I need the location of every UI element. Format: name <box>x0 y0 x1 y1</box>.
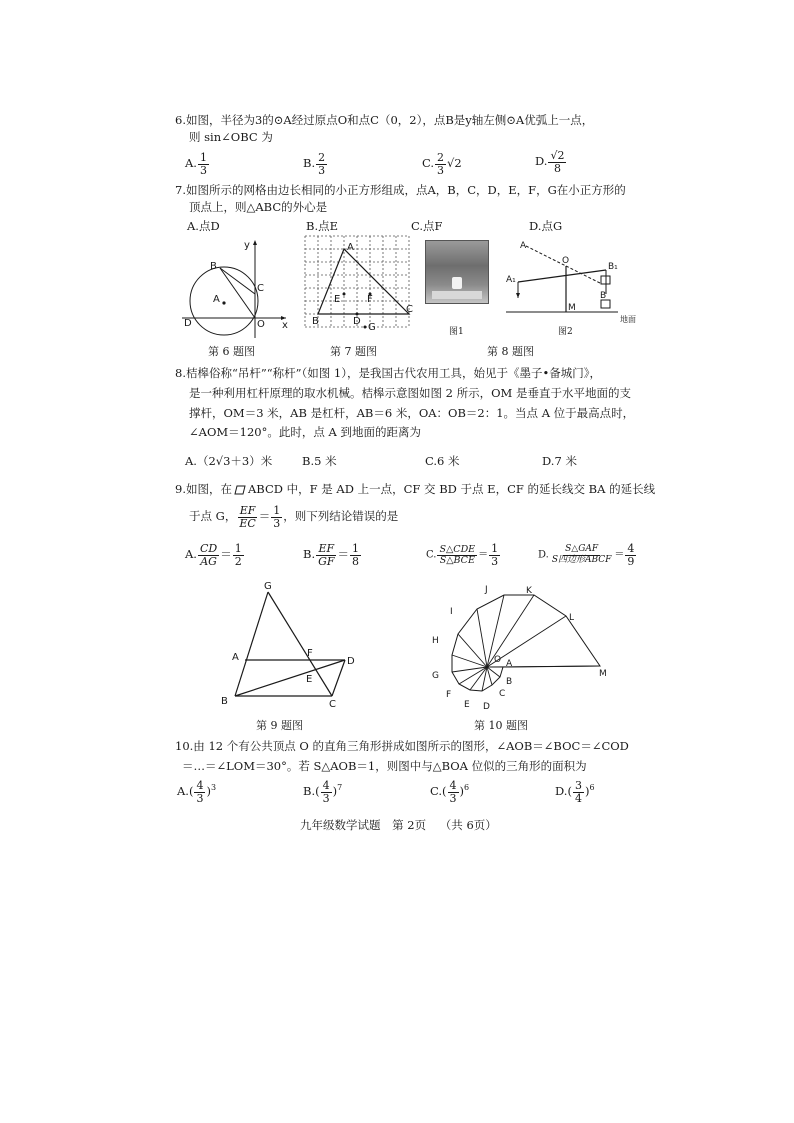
label-f: F <box>367 294 373 305</box>
den: 3 <box>273 516 281 530</box>
label-c: C <box>257 283 264 294</box>
label-b: B <box>600 291 607 301</box>
q8-option-a: A.（2√3＋3）米 <box>185 454 273 468</box>
den: GF <box>318 554 335 568</box>
num: √2 <box>550 149 565 162</box>
q6-option-d <box>535 150 567 174</box>
label-l: L <box>569 613 575 623</box>
q9-line1-rest: ABCD 中，F 是 AD 上一点，CF 交 BD 于点 E，CF 的延长线交 BA 的延长线 <box>247 482 656 496</box>
label-a: A <box>506 659 513 669</box>
option-label: C. <box>426 549 437 561</box>
option-label: D. <box>538 549 549 561</box>
figure-9-caption: 第 9 题图 <box>256 719 303 732</box>
figure-7 <box>305 236 413 333</box>
num: 3 <box>574 779 582 792</box>
den: 3 <box>196 791 204 805</box>
label-a: A <box>213 294 220 305</box>
den: 3 <box>322 791 330 805</box>
num: CD <box>199 542 218 555</box>
num: 4 <box>627 542 635 555</box>
figure-10 <box>424 584 624 714</box>
point-e <box>343 293 346 296</box>
label-o: O <box>562 256 570 266</box>
option-label: A. <box>185 156 197 171</box>
den: 3 <box>491 554 499 568</box>
label-f: F <box>307 648 313 659</box>
sqrt-tail: √2 <box>447 156 462 171</box>
den: 3 <box>318 163 326 177</box>
q9-option-c: C. $\frac{\text{S△CDE}}{\text{S△BCE}}$ ＝ $\frac{1}{3}$ <box>426 542 499 568</box>
den: 3 <box>449 791 457 805</box>
triangle-abc <box>318 249 409 314</box>
q6-option-c <box>422 152 462 176</box>
q9-line2-prefix: 于点 G， <box>189 509 237 524</box>
num: S△GAF <box>565 544 599 555</box>
label-f: F <box>446 690 452 700</box>
figure-8-diagram <box>506 238 636 323</box>
q8-option-d: D.7 米 <box>542 454 577 468</box>
option-label: C. <box>422 156 435 171</box>
label-a: A <box>520 241 527 251</box>
option-label: A. <box>177 784 189 799</box>
footer-page: 第 2页 <box>392 818 427 832</box>
q7-line2: 顶点上，则△ABC的外心是 <box>189 200 328 214</box>
q7-option-b: B.点E <box>306 219 339 233</box>
footer-title: 九年级数学试题 <box>300 818 381 832</box>
label-d: D <box>184 318 192 329</box>
figure-7-caption: 第 7 题图 <box>330 345 377 358</box>
q9-line2-rest: ，则下列结论错误的是 <box>283 509 399 524</box>
label-b: B <box>312 316 319 327</box>
den: 8 <box>352 554 360 568</box>
num: 2 <box>437 151 445 164</box>
q8-option-b: B.5 米 <box>302 454 337 468</box>
num: 1 <box>234 542 242 555</box>
q10-option-c: C.( $\frac{4}{3}$ )$^6$ <box>430 779 470 805</box>
label-ground: 地面 <box>620 315 636 324</box>
num: 4 <box>449 779 457 792</box>
label-k: K <box>526 586 532 596</box>
q10-line2: ＝…＝∠LOM＝30°。若 S△AOB＝1，则图中与△BOA 位似的三角形的面积为 <box>182 759 587 773</box>
num: 2 <box>318 151 326 164</box>
figure-8-sub1: 图1 <box>449 327 464 337</box>
den: AG <box>200 554 217 568</box>
option-label: D. <box>535 154 548 169</box>
lever-dashed-a <box>526 246 566 266</box>
label-j: J <box>485 585 488 595</box>
den: S四边形ABCF <box>551 554 612 565</box>
q8-option-c: C.6 米 <box>425 454 460 468</box>
label-g: G <box>264 581 272 592</box>
label-y: y <box>244 240 250 251</box>
q7-option-c: C.点F <box>411 219 443 233</box>
q8-line2: 是一种利用杠杆原理的取水机械。桔槔示意图如图 2 所示，OM 是垂直于水平地面的支 <box>189 386 631 400</box>
segment-bo <box>220 268 255 318</box>
den: 9 <box>627 554 635 568</box>
den: 2 <box>234 554 242 568</box>
label-c: C <box>329 699 336 710</box>
figure-8-sub2: 图2 <box>558 327 573 337</box>
q10-option-a: A.( $\frac{4}{3}$ )$^3$ <box>177 779 217 805</box>
q8-line4: ∠AOM＝120°。此时，点 A 到地面的距离为 <box>189 425 421 439</box>
label-m: M <box>599 669 607 679</box>
label-d: D <box>353 316 361 327</box>
q9-line1-prefix: 9.如图，在 <box>175 482 232 496</box>
bucket-lower <box>601 300 610 308</box>
label-a: A <box>232 652 239 663</box>
q10-option-b: B.( $\frac{4}{3}$ )$^7$ <box>303 779 343 805</box>
q7-option-a: A.点D <box>187 219 220 233</box>
den: 3 <box>437 163 445 177</box>
photo-well <box>452 277 462 289</box>
center-a <box>222 301 225 304</box>
label-d: D <box>483 702 490 712</box>
figure-6-caption: 第 6 题图 <box>208 345 255 358</box>
option-label: D. <box>555 784 568 799</box>
label-a1: A₁ <box>506 275 516 285</box>
label-d: D <box>347 656 355 667</box>
num: 1 <box>273 504 281 517</box>
den: 3 <box>199 163 207 177</box>
label-e: E <box>334 294 341 305</box>
label-b: B <box>210 261 217 272</box>
q6-option-a <box>185 152 210 176</box>
num: EF <box>239 504 256 517</box>
arrow-a1 <box>516 293 520 298</box>
label-c: C <box>499 689 506 699</box>
spiral-spokes <box>452 595 600 691</box>
exponent: 6 <box>589 783 595 793</box>
figure-10-caption: 第 10 题图 <box>474 719 528 732</box>
q6-line2: 则 sin∠OBC 为 <box>189 130 273 144</box>
q9-option-a: A. $\frac{CD}{AG}$ ＝ $\frac{1}{2}$ <box>185 542 242 568</box>
label-g: G <box>432 671 439 681</box>
label-o: O <box>257 319 265 330</box>
option-label: B. <box>303 156 316 171</box>
num: EF <box>318 542 335 555</box>
q9-line1 <box>175 482 655 497</box>
num: S△CDE <box>439 543 476 555</box>
label-a: A <box>347 242 354 253</box>
figure-8-photo <box>425 240 489 304</box>
q9-line2 <box>189 505 398 529</box>
exponent: 3 <box>210 783 217 793</box>
q7-line1: 7.如图所示的网格由边长相同的小正方形组成，点A，B，C，D，E，F，G在小正方形的 <box>175 183 626 197</box>
label-x: x <box>282 320 288 331</box>
label-e: E <box>464 700 470 710</box>
q9-option-d: D. $\frac{\text{S△GAF}}{\text{S四边形ABCF}}$ ＝ $\frac{4}{9}$ <box>538 542 635 568</box>
label-b1: B₁ <box>608 262 618 272</box>
spiral-polygon <box>452 595 600 691</box>
eq: ＝ <box>258 509 271 524</box>
figure-9 <box>215 580 365 710</box>
num: 4 <box>196 779 204 792</box>
option-label: B. <box>303 547 316 562</box>
den: 4 <box>574 791 582 805</box>
num: 4 <box>322 779 330 792</box>
label-i: I <box>450 607 453 617</box>
q10-option-d: D.( $\frac{3}{4}$ )$^6$ <box>555 779 595 805</box>
label-e: E <box>306 674 313 685</box>
q10-line1: 10.由 12 个有公共顶点 O 的直角三角形拼成如图所示的图形，∠AOB＝∠BOC＝∠COD <box>175 739 629 753</box>
parallelogram-icon <box>234 485 246 495</box>
exponent: 6 <box>464 783 470 793</box>
segment-dc <box>332 660 345 696</box>
num: 1 <box>491 542 499 555</box>
q8-line3: 撑杆，OM＝3 米，AB 是杠杆，AB＝6 米，OA：OB＝2：1。当点 A 位于最高点时， <box>189 406 635 420</box>
label-b: B <box>221 696 228 707</box>
label-o: O <box>494 655 502 665</box>
segment-gb <box>235 592 268 696</box>
label-g: G <box>368 322 376 333</box>
y-axis-arrow <box>253 240 257 245</box>
segment-bc <box>220 268 255 294</box>
label-b: B <box>506 677 513 687</box>
circle-a <box>190 267 258 335</box>
exponent: 7 <box>337 783 343 793</box>
lever-a1b1 <box>518 270 606 282</box>
q9-option-b: B. $\frac{EF}{GF}$ ＝ $\frac{1}{8}$ <box>303 542 360 568</box>
footer-total: （共 6页） <box>439 818 497 832</box>
q6-line1: 6.如图，半径为3的⊙A经过原点O和点C（0，2），点B是y轴左侧⊙A优弧上一点， <box>175 113 594 127</box>
label-h: H <box>432 636 439 646</box>
num: 1 <box>352 542 360 555</box>
segment-gc <box>268 592 332 696</box>
den: S△BCE <box>439 554 475 566</box>
label-c: C <box>406 304 413 315</box>
option-label: C. <box>430 784 443 799</box>
point-g <box>364 326 367 329</box>
option-label: B. <box>303 784 316 799</box>
photo-ground <box>432 291 482 299</box>
num: 1 <box>199 151 207 164</box>
option-label: A. <box>185 547 197 562</box>
figure-6 <box>180 236 290 341</box>
label-m: M <box>568 303 576 313</box>
den: 8 <box>553 161 561 175</box>
page-footer <box>300 817 497 833</box>
q8-line1: 8.桔槔俗称“吊杆”“称杆”（如图 1），是我国古代农用工具，始见于《墨子•备城门》， <box>175 366 601 380</box>
figure-8-caption: 第 8 题图 <box>487 345 534 358</box>
q6-option-b <box>303 152 328 176</box>
den: EC <box>239 516 256 530</box>
q7-option-d: D.点G <box>529 219 563 233</box>
